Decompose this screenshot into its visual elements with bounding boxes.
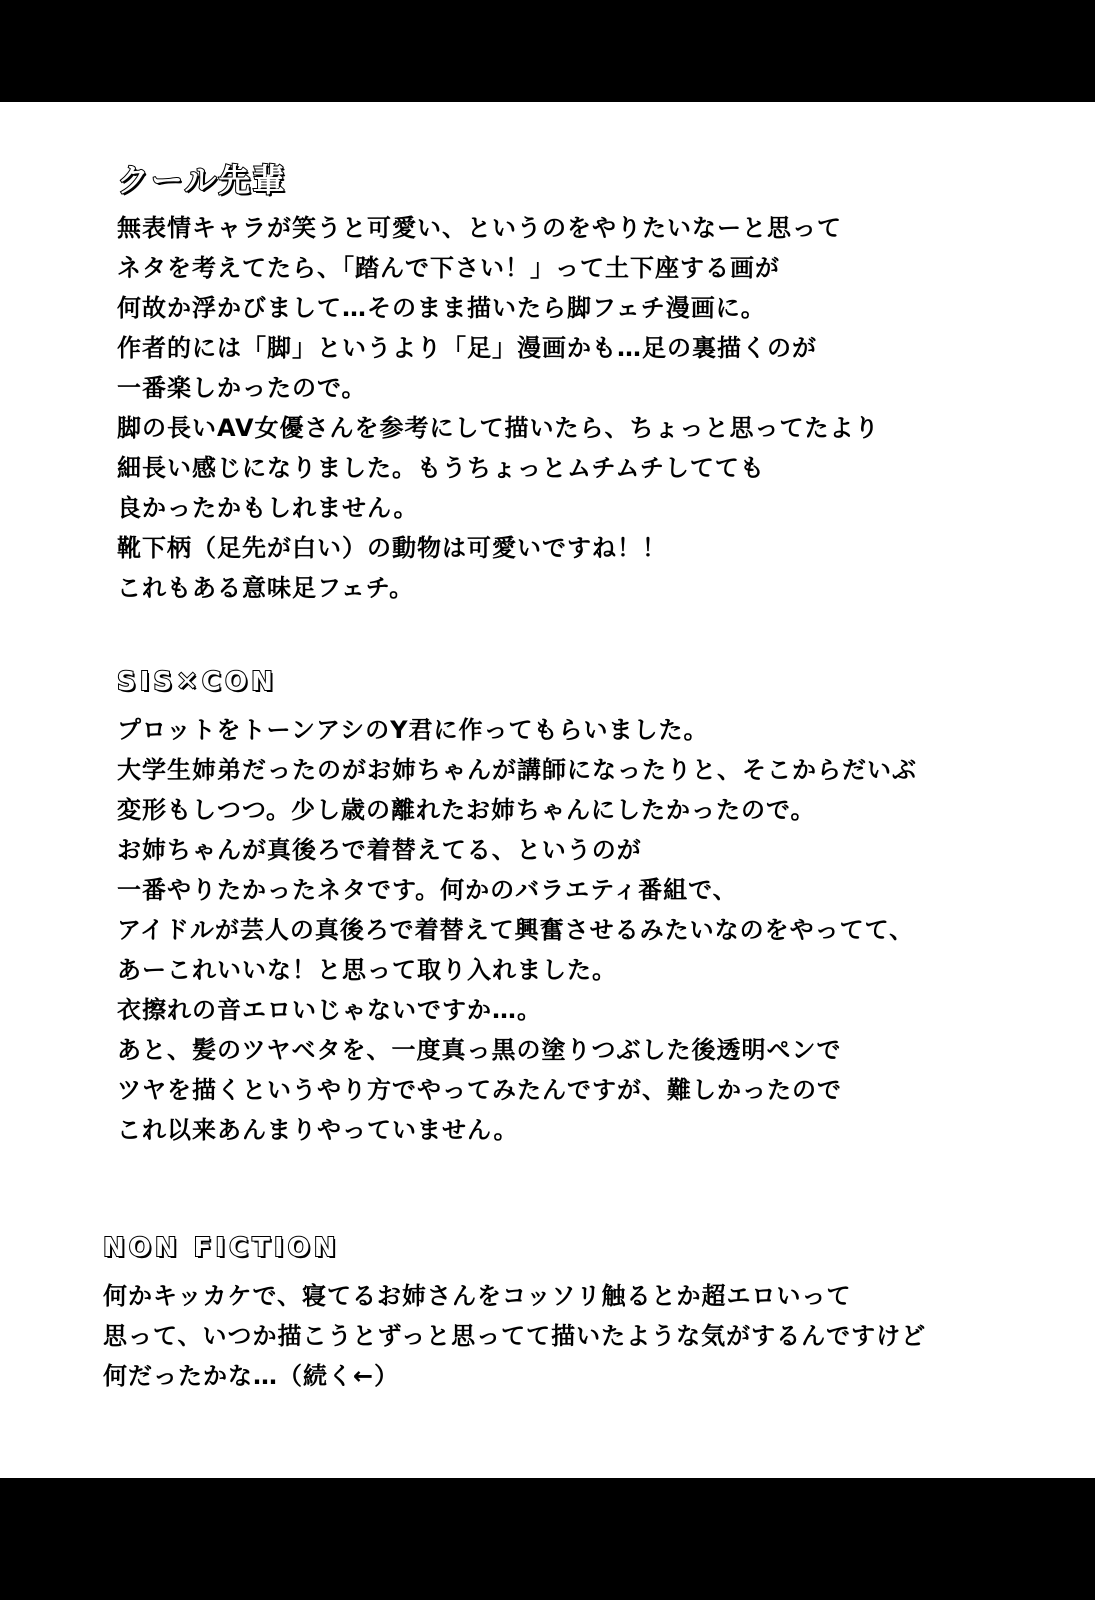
- text-line: あーこれいいな！と思って取り入れました。: [117, 956, 617, 984]
- text-line: 大学生姉弟だったのがお姉ちゃんが講師になったりと、そこからだいぶ: [117, 756, 917, 784]
- text-line: 何故か浮かびまして…そのまま描いたら脚フェチ漫画に。: [117, 294, 766, 322]
- text-line: 無表情キャラが笑うと可愛い、というのをやりたいなーと思って: [117, 214, 842, 242]
- text-line: 作者的には「脚」というより「足」漫画かも…足の裏描くのが: [117, 334, 817, 362]
- text-line: 一番やりたかったネタです。何かのバラエティ番組で、: [117, 876, 738, 904]
- text-line: あと、髪のツヤベタを、一度真っ黒の塗りつぶした後透明ペンで: [117, 1036, 842, 1064]
- section-body: [117, 710, 1017, 1150]
- bottom-black-border: [0, 1478, 1095, 1600]
- top-black-border: [0, 0, 1095, 102]
- section-non-fiction: [103, 1230, 1003, 1396]
- text-line: プロットをトーンアシのY君に作ってもらいました。: [117, 716, 709, 744]
- text-line: アイドルが芸人の真後ろで着替えて興奮させるみたいなのをやってて、: [117, 916, 915, 944]
- section-body: [103, 1276, 1003, 1396]
- text-line: 変形もしつつ。少し歳の離れたお姉ちゃんにしたかったので。: [117, 796, 816, 824]
- text-line: お姉ちゃんが真後ろで着替えてる、というのが: [117, 836, 642, 864]
- section-cool-senpai: [117, 162, 1017, 608]
- section-heading: クール先輩: [117, 161, 287, 199]
- section-sis-con: [117, 664, 1017, 1150]
- text-line: 何だったかな…（続く←）: [103, 1362, 400, 1390]
- text-line: これ以来あんまりやっていません。: [117, 1116, 519, 1144]
- text-line: ネタを考えてたら、「踏んで下さい！」って土下座する画が: [117, 254, 780, 282]
- text-line: 衣擦れの音エロいじゃないですか…。: [117, 996, 542, 1024]
- section-heading: SIS✕CON: [117, 667, 277, 697]
- text-line: 一番楽しかったので。: [117, 374, 367, 402]
- text-line: ツヤを描くというやり方でやってみたんですが、難しかったので: [117, 1076, 842, 1104]
- section-body: [117, 208, 1017, 608]
- text-line: 細長い感じになりました。もうちょっとムチムチしてても: [117, 454, 765, 482]
- section-heading: NON FICTION: [103, 1233, 340, 1263]
- text-line: 何かキッカケで、寝てるお姉さんをコッソリ触るとか超エロいって: [103, 1282, 852, 1310]
- text-line: 思って、いつか描こうとずっと思ってて描いたような気がするんですけど: [103, 1322, 927, 1350]
- text-line: 良かったかもしれません。: [117, 494, 419, 522]
- text-line: 脚の長いAV女優さんを参考にして描いたら、ちょっと思ってたより: [117, 414, 880, 442]
- text-line: これもある意味足フェチ。: [117, 574, 415, 602]
- text-line: 靴下柄（足先が白い）の動物は可愛いですね！！: [117, 534, 667, 562]
